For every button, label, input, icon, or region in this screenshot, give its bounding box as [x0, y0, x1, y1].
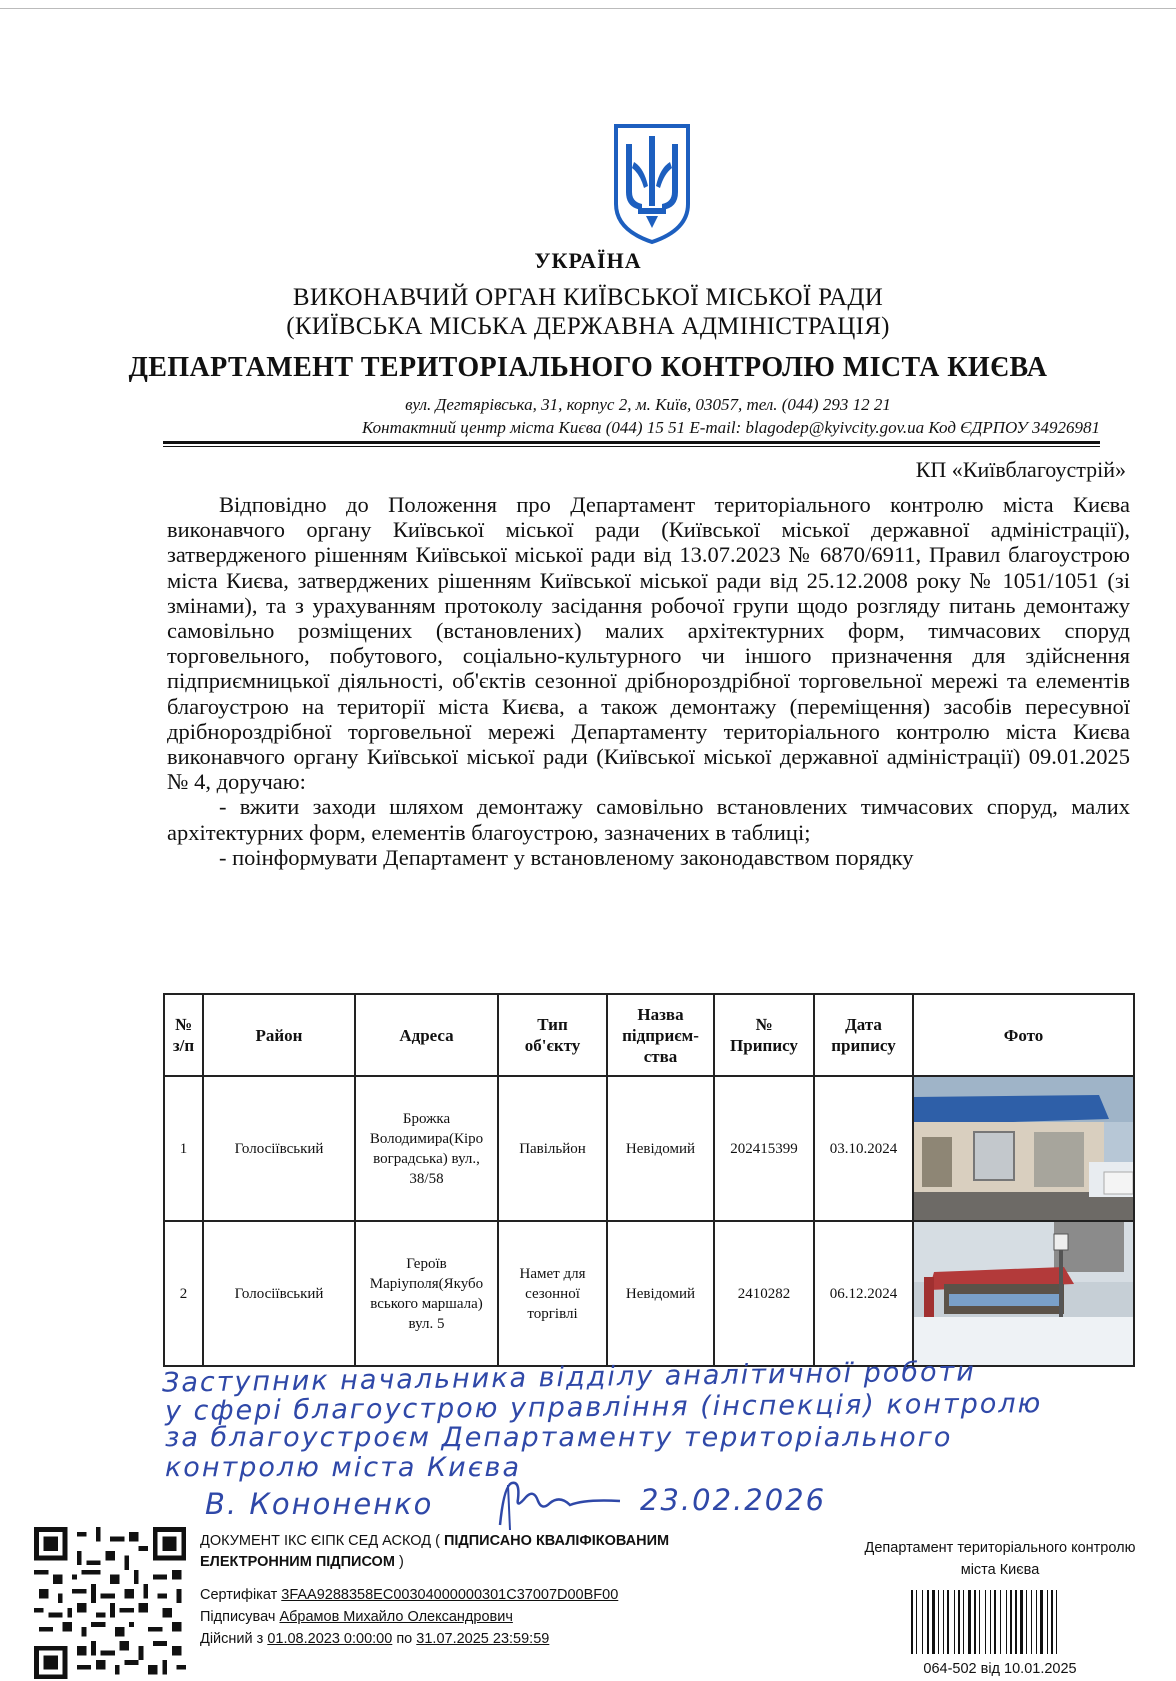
col-header-company	[607, 994, 714, 1076]
col-header-address: Адреса	[355, 994, 498, 1076]
address-l1: Героїв	[406, 1255, 447, 1272]
valid-label: Дійсний з	[200, 1631, 268, 1647]
qr-code-icon	[30, 1527, 190, 1679]
tent-photo-image	[914, 1222, 1133, 1365]
objects-table	[163, 993, 1135, 1367]
letter-body	[167, 492, 1130, 870]
cell-address	[355, 1221, 498, 1366]
valid-mid: по	[392, 1631, 417, 1647]
scan-edge-line	[0, 8, 1176, 9]
table-header-row	[164, 994, 1134, 1076]
cell-photo	[913, 1221, 1134, 1366]
esign-signer	[200, 1609, 513, 1625]
esign-certificate	[200, 1587, 618, 1603]
address-line: вул. Дегтярівська, 31, корпус 2, м. Київ, 03057, тел. (044) 293 12 21	[405, 395, 891, 414]
cell-photo	[913, 1076, 1134, 1221]
type-l2: сезонної	[525, 1285, 580, 1302]
col-header-number	[164, 994, 203, 1076]
header-rule-thin	[163, 446, 1100, 447]
cell-order-date: 06.12.2024	[814, 1221, 913, 1366]
tent-photo	[914, 1222, 1133, 1365]
address-l3: вського маршала)	[370, 1295, 483, 1312]
cell-order-number: 2410282	[714, 1221, 814, 1366]
col-header-date-l1: Дата	[845, 1015, 882, 1034]
col-header-type-l1: Тип	[537, 1015, 568, 1034]
registration-org-line1: Департамент територіального контролю	[864, 1540, 1136, 1556]
instruction-item-2: - поінформувати Департамент у встановленому законодавством порядку	[219, 844, 914, 870]
trident-coat-of-arms-icon	[612, 122, 692, 246]
main-paragraph: Відповідно до Положення про Департамент територіального контролю міста Києва виконавчого органу Київської міської ради (Київської міської державної адміністрації), затвердженого рішенням Київської міської ради від 13.07.2023 № 6870/6911, Правил благоустрою міста Києва, затверджених рішенням Київської міської ради від 25.12.2008 року № 1051/1051 (зі змінами), та з урахуванням протоколу засідання робочої групи щодо розгляду питань демонтажу самовільно розміщених (встановлених) малих архітектурних форм, тимчасових споруд торговельного, побутового, соціально-культурного чи іншого призначення для здійснення підприємницької діяльності, об'єктів сезонної дрібнороздрібної торговельної мережі та елементів благоустрою на території міста Києва, а також демонтажу (переміщення) засобів пересувної дрібнороздрібної торговельної мережі Департаменту територіального контролю міста Києва виконавчого органу Київської міської ради (Київської міської державної адміністрації) 09.01.2025 № 4, доручаю:	[167, 492, 1130, 795]
cell-number: 1	[164, 1076, 203, 1221]
handwritten-date: 23.02.2026	[640, 1483, 827, 1517]
esign-signed-label: ПІДПИСАНО КВАЛІФІКОВАНИМ	[439, 1533, 670, 1549]
address-l1: Брожка	[402, 1110, 451, 1127]
table-row	[164, 1076, 1134, 1221]
esign-validity	[200, 1631, 549, 1647]
cell-order-date: 03.10.2024	[814, 1076, 913, 1221]
registration-org-line2: міста Києва	[960, 1562, 1040, 1578]
col-header-district: Район	[203, 994, 355, 1076]
esign-doc-prefix: ДОКУМЕНТ ІКС ЄІПК СЕД АСКОД (	[200, 1533, 440, 1549]
handwritten-note-line4: контролю міста Києва	[165, 1452, 521, 1483]
esign-doc-line	[200, 1533, 669, 1549]
col-header-date-l2: припису	[831, 1036, 896, 1055]
col-header-date	[814, 994, 913, 1076]
org-name-line1: ВИКОНАВЧИЙ ОРГАН КИЇВСЬКОЇ МІСЬКОЇ РАДИ	[292, 284, 884, 311]
cert-label: Сертифікат	[200, 1587, 282, 1603]
esign-doc-close: )	[394, 1554, 404, 1570]
instruction-item-1: - вжити заходи шляхом демонтажу самовільно встановлених тимчасових споруд, малих архітектурних форм, елементів благоустрою, зазначених в таблиці;	[167, 794, 1130, 845]
handwritten-note-line2: у сфері благоустрою управління (інспекція) контролю	[164, 1388, 1043, 1427]
recipient: КП «Київблагоустрій»	[915, 457, 1126, 482]
address-l4: вул. 5	[408, 1315, 445, 1332]
cell-company: Невідомий	[607, 1221, 714, 1366]
department-name: ДЕПАРТАМЕНТ ТЕРИТОРІАЛЬНОГО КОНТРОЛЮ МІСТА КИЄВА	[128, 352, 1048, 383]
address-l3: воградська) вул.,	[373, 1150, 480, 1167]
handwritten-note-line3: за благоустроєм Департаменту територіального	[165, 1422, 953, 1453]
contact-line: Контактний центр міста Києва (044) 15 51 E-mail: blagodep@kyivcity.gov.ua Код ЄДРПОУ 34926981	[362, 418, 1100, 437]
registration-org	[835, 1537, 1165, 1581]
handwritten-name: В. Кононенко	[205, 1487, 434, 1521]
org-name-line2: (КИЇВСЬКА МІСЬКА ДЕРЖАВНА АДМІНІСТРАЦІЯ)	[286, 313, 890, 340]
address-l2: Володимира(Кіро	[369, 1130, 484, 1147]
header-rule-thick	[163, 441, 1100, 444]
col-header-number-l2: з/п	[172, 1036, 195, 1055]
col-header-company-l2: підприєм-	[622, 1025, 699, 1045]
country-name: УКРАЇНА	[534, 248, 642, 273]
valid-to: 31.07.2025 23:59:59	[416, 1631, 550, 1647]
cell-order-number: 202415399	[714, 1076, 814, 1221]
cell-district: Голосіївський	[203, 1076, 355, 1221]
cert-value: 3FAA9288358EC00304000000301C37007D00BF00	[281, 1587, 619, 1603]
address-l4: 38/58	[409, 1170, 444, 1187]
barcode-icon	[911, 1590, 1089, 1654]
cell-type: Павільйон	[498, 1076, 607, 1221]
signer-label: Підписувач	[200, 1609, 280, 1625]
cell-company: Невідомий	[607, 1076, 714, 1221]
cell-district: Голосіївський	[203, 1221, 355, 1366]
cell-type	[498, 1221, 607, 1366]
col-header-order-l1: №	[755, 1015, 773, 1034]
pavilion-photo	[914, 1077, 1133, 1220]
handwritten-signature-icon	[490, 1475, 630, 1535]
esign-doc-line2	[200, 1554, 404, 1570]
col-header-company-l3: ства	[643, 1046, 678, 1066]
table-row	[164, 1221, 1134, 1366]
col-header-order-l2: Припису	[730, 1036, 798, 1055]
cell-address	[355, 1076, 498, 1221]
col-header-order	[714, 994, 814, 1076]
handwritten-note-line1: Заступник начальника відділу аналітичної роботи	[161, 1356, 976, 1399]
col-header-company-l1: Назва	[637, 1004, 684, 1024]
signer-value: Абрамов Михайло Олександрович	[279, 1609, 513, 1625]
col-header-type-l2: об'єкту	[524, 1036, 581, 1055]
cell-number: 2	[164, 1221, 203, 1366]
col-header-number-l1: №	[174, 1015, 193, 1034]
type-l3: торгівлі	[527, 1305, 578, 1322]
col-header-photo: Фото	[913, 994, 1134, 1076]
registration-number: 064-502 від 10.01.2025	[923, 1661, 1077, 1677]
valid-from: 01.08.2023 0:00:00	[267, 1631, 393, 1647]
col-header-type	[498, 994, 607, 1076]
type-l1: Намет для	[519, 1265, 586, 1282]
esign-signed-label2: ЕЛЕКТРОННИМ ПІДПИСОМ	[200, 1554, 395, 1570]
address-l2: Маріуполя(Якубо	[369, 1275, 484, 1292]
pavilion-photo-image	[914, 1077, 1133, 1220]
